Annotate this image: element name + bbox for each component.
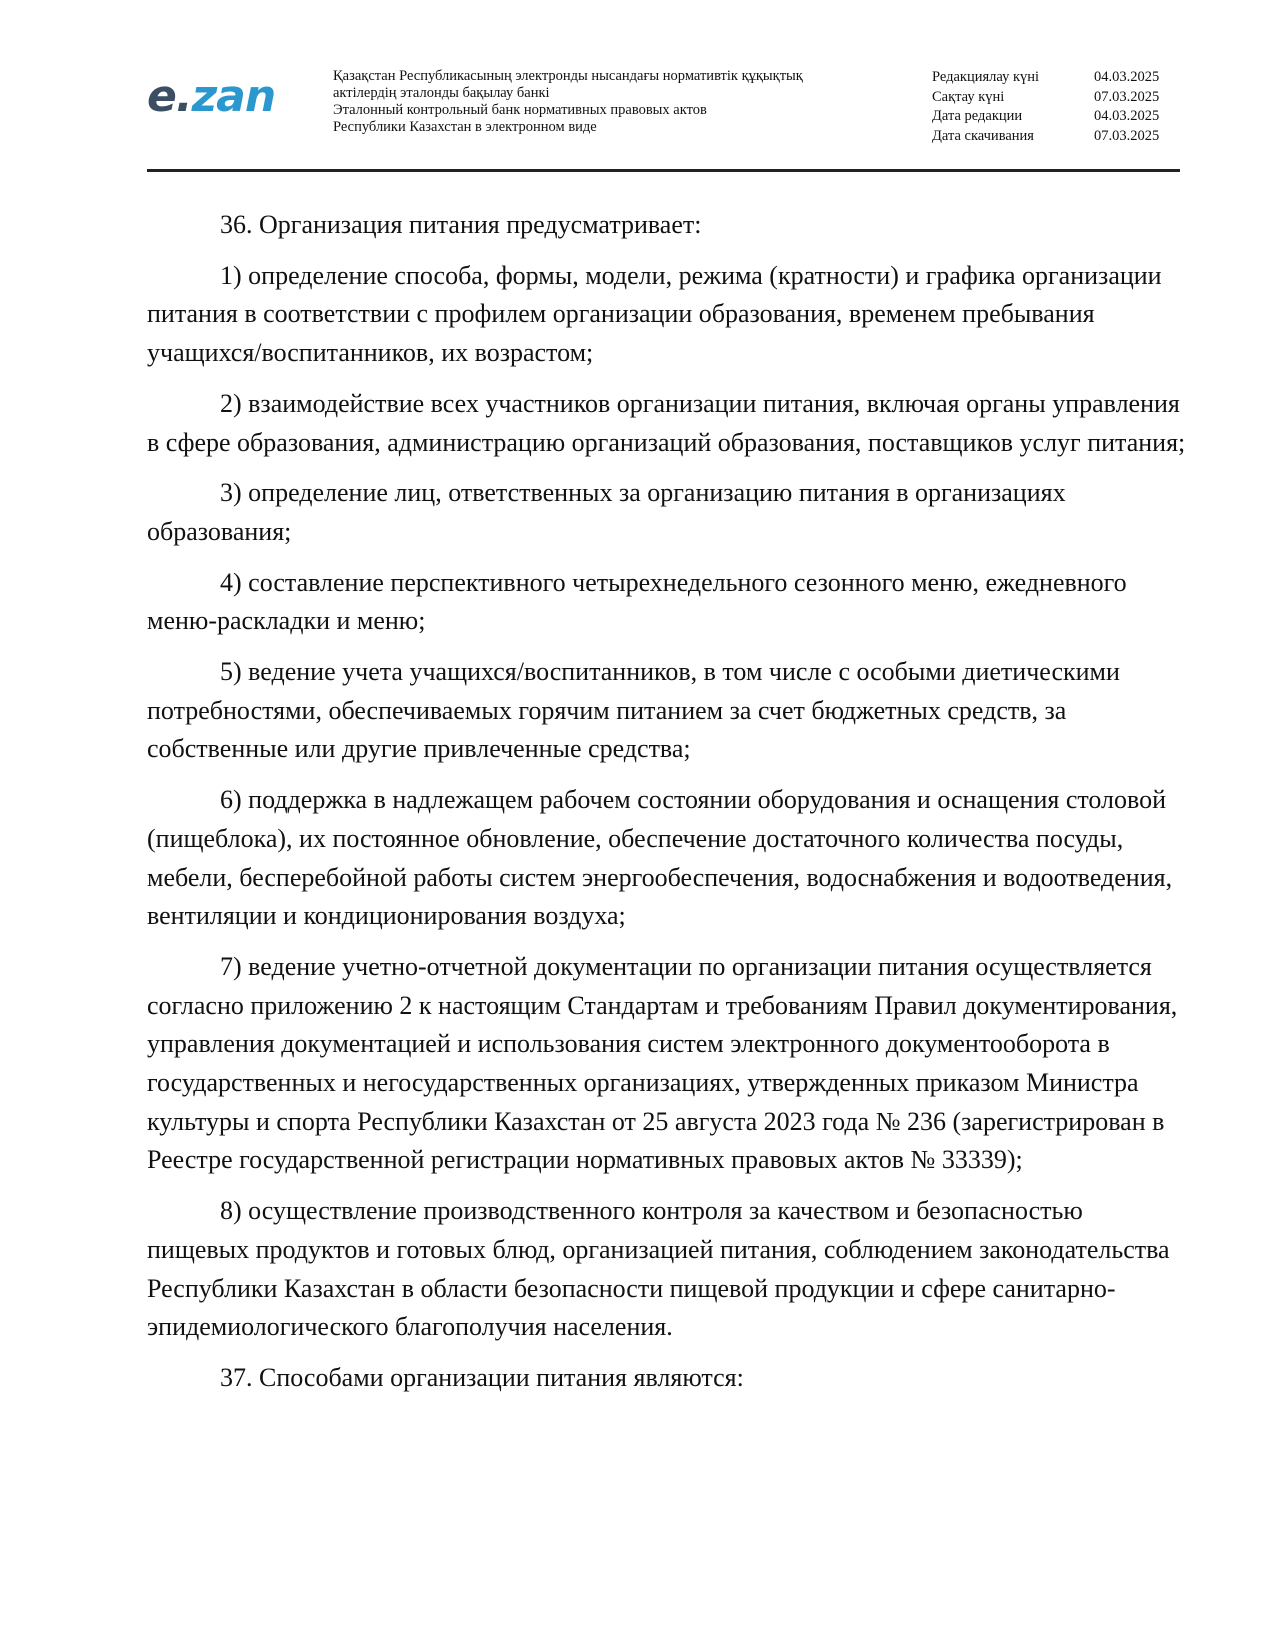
document-body bbox=[147, 206, 1187, 1410]
date-row-edit-kz bbox=[932, 68, 1182, 88]
header-dates bbox=[932, 68, 1182, 146]
logo-dot: . bbox=[175, 71, 192, 122]
paragraph-36-item-3: 3) определение лиц, ответственных за организацию питания в организациях образования; bbox=[147, 478, 1066, 546]
date-value: 07.03.2025 bbox=[1094, 88, 1160, 105]
paragraph-36-item-7: 7) ведение учетно-отчетной документации по организации питания осуществляется согласно приложению 2 к настоящим Стандартам и требованиям Правил документирования, управления документацией и использования систем электронного документооборота в государственных и негосударственных организациях, утвержденных приказом Министра культуры и спорта Республики Казахстан от 25 августа 2023 года № 236 (зарегистрирован в Реестре государственной регистрации нормативных правовых актов № 33339); bbox=[147, 951, 1178, 1175]
paragraph-36-item-5: 5) ведение учета учащихся/воспитанников, в том числе с особыми диетическими потребностями, обеспечиваемых горячим питанием за счет бюджетных средств, за собственные или другие привлеченные средства; bbox=[147, 657, 1120, 764]
header-title-ru-line1: Эталонный контрольный банк нормативных правовых актов bbox=[333, 102, 707, 118]
header-title-kz-line1: Қазақстан Республикасының электронды нысандағы нормативтік құқықтық bbox=[333, 68, 803, 84]
page-header bbox=[147, 62, 1179, 170]
ezan-logo bbox=[147, 71, 297, 122]
date-value: 07.03.2025 bbox=[1094, 127, 1160, 144]
paragraph-36-item-4: 4) составление перспективного четырехнедельного сезонного меню, ежедневного меню-раскладки и меню; bbox=[147, 567, 1127, 636]
date-label: Сақтау күні bbox=[932, 88, 1005, 105]
date-value: 04.03.2025 bbox=[1094, 69, 1160, 85]
date-value: 04.03.2025 bbox=[1094, 108, 1160, 124]
logo-zan: zan bbox=[191, 71, 276, 122]
date-label: Дата редакции bbox=[932, 108, 1023, 124]
header-titles bbox=[333, 68, 893, 136]
paragraph-36-item-1: 1) определение способа, формы, модели, режима (кратности) и графика организации питания в соответствии с профилем организации образования, временем пребывания учащихся/воспитанников, их возрастом; bbox=[147, 260, 1162, 368]
paragraph-36: 36. Организация питания предусматривает: bbox=[220, 210, 702, 239]
header-divider bbox=[147, 169, 1180, 172]
paragraph-36-item-2: 2) взаимодействие всех участников организации питания, включая органы управления в сфере образования, администрацию организаций образования, поставщиков услуг питания; bbox=[147, 388, 1186, 457]
header-title-ru-line2: Республики Казахстан в электронном виде bbox=[333, 119, 597, 135]
date-row-edit-ru bbox=[932, 107, 1182, 127]
date-label: Редакциялау күні bbox=[932, 69, 1040, 85]
header-title-kz-line2: актілердің эталонды бақылау банкі bbox=[333, 85, 550, 101]
paragraph-37: 37. Способами организации питания являются: bbox=[220, 1362, 744, 1392]
date-row-save-kz bbox=[932, 88, 1182, 108]
paragraph-36-item-8: 8) осуществление производственного контроля за качеством и безопасностью пищевых продуктов и готовых блюд, организацией питания, соблюдением законодательства Республики Казахстан в области безопасности пищевой продукции и сфере санитарно-эпидемиологического благополучия населения. bbox=[147, 1196, 1170, 1342]
date-label: Дата скачивания bbox=[932, 127, 1034, 144]
logo-e: e bbox=[147, 71, 176, 122]
paragraph-36-item-6: 6) поддержка в надлежащем рабочем состоянии оборудования и оснащения столовой (пищеблока), их постоянное обновление, обеспечение достаточного количества посуды, мебели, бесперебойной работы систем энергообеспечения, водоснабжения и водоотведения, вентиляции и кондиционирования воздуха; bbox=[147, 785, 1173, 931]
date-row-download-ru bbox=[932, 127, 1182, 147]
